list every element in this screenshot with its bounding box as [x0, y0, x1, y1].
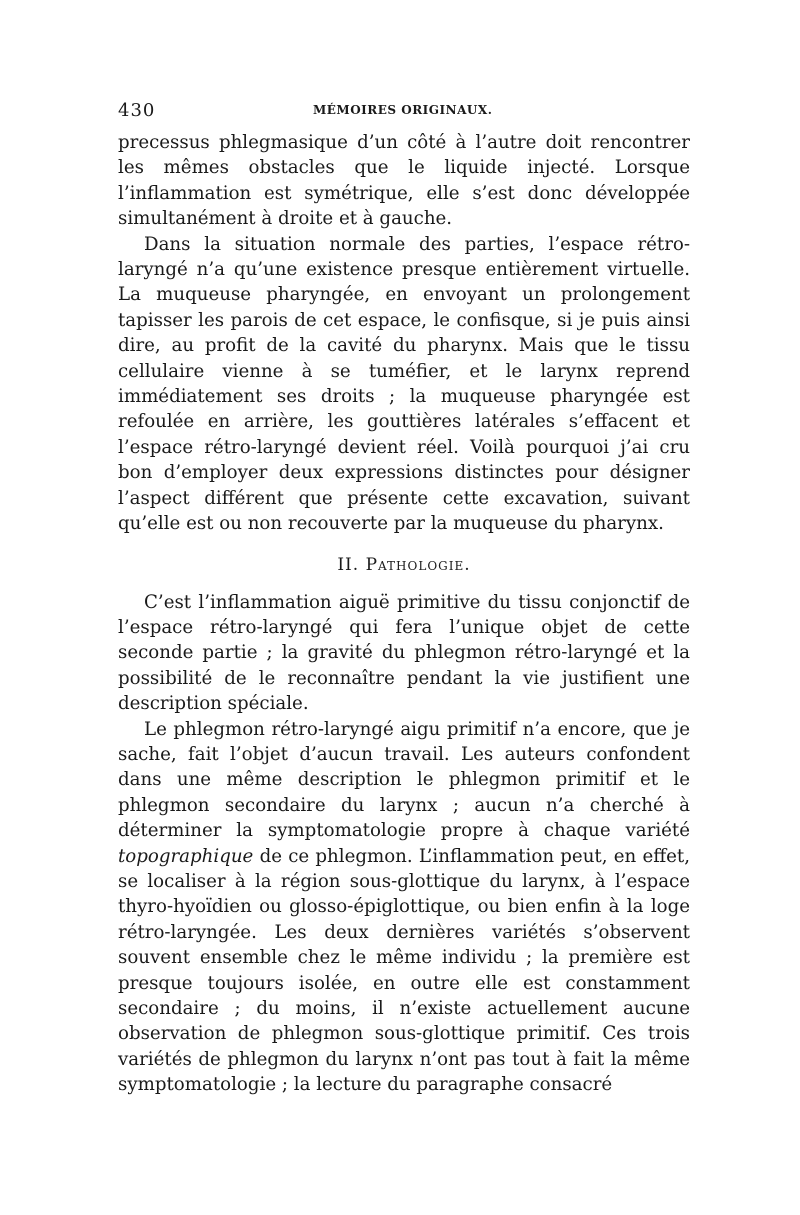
- paragraph-acute-inflammation: C’est l’inflammation aiguë primitive du tissu conjonctif de l’espace rétro-laryngé qui fera l’unique objet de cette seconde partie ; la gravité du phlegmon rétro-laryngé et la possibilité de le reconnaître pendant la vie justifient une description spéciale.: [118, 591, 690, 715]
- section-number: II.: [337, 554, 360, 575]
- paragraph-text-start: Le phlegmon rétro-laryngé aigu primitif n’a encore, que je sache, fait l’objet d’aucun travail. Les auteurs confondent dans une même description le phlegmon primitif et le phlegmon secondaire du larynx ; aucun n’a cherché à déterminer la symptomatologie propre à chaque variété: [118, 718, 690, 842]
- page-number: 430: [118, 100, 156, 121]
- emphasis-topographique: topographique: [118, 845, 254, 867]
- section-title: Pathologie.: [365, 554, 471, 575]
- paragraph-continuation: precessus phlegmasique d’un côté à l’autre doit rencontrer les mêmes obstacles que le liquide injecté. Lorsque l’inflammation est symétrique, elle s’est donc développée simultanément à droite et à gauche.: [118, 132, 690, 230]
- paragraph-text-end: de ce phlegmon. L’inflammation peut, en effet, se localiser à la région sous-glottique du larynx, à l’espace thyro-hyoïdien ou glosso-épiglottique, ou bien enfin à la loge rétro-laryngée. Les deux dernières variétés s’observent souvent ensemble chez le même individu ; la première est presque toujours isolée, en outre elle est constamment secondaire ; du moins, il n’existe actuellement aucune observation de phlegmon sous-glottique primitif. Ces trois variétés de phlegmon du larynx n’ont pas tout à fait la même symptomatologie ; la lecture du paragraphe consacré: [118, 845, 690, 1096]
- running-head: [118, 100, 690, 130]
- section-heading: [118, 553, 690, 578]
- paragraph-retro-laryngeal-space: Dans la situation normale des parties, l’espace rétro-laryngé n’a qu’une existence presque entièrement virtuelle. La muqueuse pharyngée, en envoyant un prolongement tapisser les parois de cet espace, le confisque, si je puis ainsi dire, au profit de la cavité du pharynx. Mais que le tissu cellulaire vienne à se tuméfier, et le larynx reprend immédiatement ses droits ; la muqueuse pharyngée est refoulée en arrière, les gouttières latérales s’effacent et l’espace rétro-laryngé devient réel. Voilà pourquoi j’ai cru bon d’employer deux expressions distinctes pour désigner l’aspect différent que présente cette excavation, suivant qu’elle est ou non recouverte par la muqueuse du pharynx.: [118, 233, 690, 535]
- paragraph-phlegmon-varieties: [118, 717, 690, 1098]
- running-title: MÉMOIRES ORIGINAUX.: [313, 103, 493, 117]
